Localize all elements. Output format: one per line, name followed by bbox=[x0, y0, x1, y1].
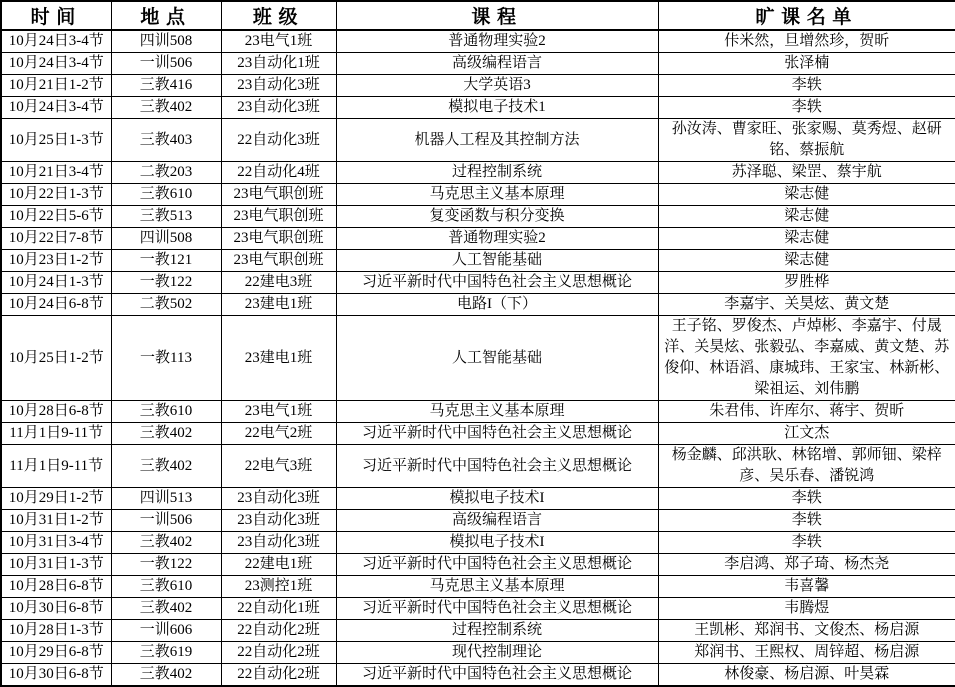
table-row bbox=[1, 119, 955, 162]
table-row bbox=[1, 75, 955, 97]
cell-location: 三教610 bbox=[111, 401, 221, 423]
cell-location: 一教113 bbox=[111, 316, 221, 401]
cell-time: 10月31日3-4节 bbox=[1, 532, 111, 554]
cell-location: 一教122 bbox=[111, 554, 221, 576]
col-header-course: 课程 bbox=[336, 1, 658, 30]
cell-class: 23自动化3班 bbox=[221, 97, 336, 119]
table-row bbox=[1, 620, 955, 642]
cell-time: 10月22日1-3节 bbox=[1, 184, 111, 206]
cell-time: 10月21日1-2节 bbox=[1, 75, 111, 97]
table-row bbox=[1, 97, 955, 119]
cell-location: 三教402 bbox=[111, 532, 221, 554]
cell-class: 23电气职创班 bbox=[221, 206, 336, 228]
cell-time: 10月28日6-8节 bbox=[1, 401, 111, 423]
cell-time: 10月25日1-3节 bbox=[1, 119, 111, 162]
table-row bbox=[1, 642, 955, 664]
cell-course: 模拟电子技术I bbox=[336, 488, 658, 510]
cell-course: 电路I（下） bbox=[336, 294, 658, 316]
cell-absent: 李轶 bbox=[658, 97, 955, 119]
col-header-class: 班级 bbox=[221, 1, 336, 30]
table-row bbox=[1, 272, 955, 294]
cell-class: 22建电3班 bbox=[221, 272, 336, 294]
table-row bbox=[1, 576, 955, 598]
cell-course: 习近平新时代中国特色社会主义思想概论 bbox=[336, 272, 658, 294]
cell-course: 大学英语3 bbox=[336, 75, 658, 97]
cell-class: 23建电1班 bbox=[221, 316, 336, 401]
cell-time: 10月24日3-4节 bbox=[1, 97, 111, 119]
cell-absent: 佧米然，旦增然珍，贺昕 bbox=[658, 30, 955, 53]
cell-absent: 李启鸿、郑子琦、杨杰尧 bbox=[658, 554, 955, 576]
cell-location: 一训606 bbox=[111, 620, 221, 642]
cell-absent: 王子铭、罗俊杰、卢焯彬、李嘉宇、付晟洋、关昊炫、张毅弘、李嘉威、黄文楚、苏俊仰、林语滔、康城玮、王家宝、林新彬、梁祖运、刘伟鹏 bbox=[658, 316, 955, 401]
cell-time: 11月1日9-11节 bbox=[1, 445, 111, 488]
cell-course: 习近平新时代中国特色社会主义思想概论 bbox=[336, 598, 658, 620]
cell-class: 22自动化2班 bbox=[221, 620, 336, 642]
col-header-time: 时间 bbox=[1, 1, 111, 30]
cell-location: 三教619 bbox=[111, 642, 221, 664]
table-row bbox=[1, 316, 955, 401]
table-row bbox=[1, 423, 955, 445]
cell-time: 10月30日6-8节 bbox=[1, 664, 111, 687]
table-row bbox=[1, 30, 955, 53]
cell-time: 10月22日5-6节 bbox=[1, 206, 111, 228]
cell-class: 22自动化2班 bbox=[221, 642, 336, 664]
table-row bbox=[1, 53, 955, 75]
cell-course: 复变函数与积分变换 bbox=[336, 206, 658, 228]
cell-course: 模拟电子技术I bbox=[336, 532, 658, 554]
cell-course: 习近平新时代中国特色社会主义思想概论 bbox=[336, 423, 658, 445]
cell-course: 马克思主义基本原理 bbox=[336, 401, 658, 423]
cell-absent: 杨金麟、邱洪耿、林铭增、郭师钿、梁梓彦、吴乐春、潘锐鸿 bbox=[658, 445, 955, 488]
cell-absent: 孙汝涛、曹家旺、张家赐、莫秀煜、赵研铭、蔡振航 bbox=[658, 119, 955, 162]
cell-absent: 张泽楠 bbox=[658, 53, 955, 75]
cell-class: 23自动化3班 bbox=[221, 532, 336, 554]
cell-location: 一教122 bbox=[111, 272, 221, 294]
cell-time: 10月25日1-2节 bbox=[1, 316, 111, 401]
cell-location: 一训506 bbox=[111, 510, 221, 532]
cell-location: 三教403 bbox=[111, 119, 221, 162]
cell-time: 10月24日1-3节 bbox=[1, 272, 111, 294]
cell-class: 22自动化3班 bbox=[221, 119, 336, 162]
cell-absent: 梁志健 bbox=[658, 250, 955, 272]
cell-course: 马克思主义基本原理 bbox=[336, 576, 658, 598]
cell-absent: 韦喜馨 bbox=[658, 576, 955, 598]
cell-class: 23测控1班 bbox=[221, 576, 336, 598]
cell-class: 23自动化3班 bbox=[221, 510, 336, 532]
cell-class: 22自动化1班 bbox=[221, 598, 336, 620]
cell-absent: 苏泽聪、梁罡、蔡宇航 bbox=[658, 162, 955, 184]
cell-course: 人工智能基础 bbox=[336, 316, 658, 401]
table-row bbox=[1, 162, 955, 184]
cell-location: 四训513 bbox=[111, 488, 221, 510]
cell-absent: 李轶 bbox=[658, 488, 955, 510]
cell-absent: 梁志健 bbox=[658, 228, 955, 250]
cell-class: 23自动化3班 bbox=[221, 75, 336, 97]
cell-time: 10月22日7-8节 bbox=[1, 228, 111, 250]
cell-time: 10月24日6-8节 bbox=[1, 294, 111, 316]
col-header-location: 地点 bbox=[111, 1, 221, 30]
table-row bbox=[1, 598, 955, 620]
cell-time: 11月1日9-11节 bbox=[1, 423, 111, 445]
cell-class: 22自动化2班 bbox=[221, 664, 336, 687]
table-row bbox=[1, 250, 955, 272]
cell-location: 四训508 bbox=[111, 228, 221, 250]
cell-absent: 江文杰 bbox=[658, 423, 955, 445]
cell-time: 10月30日6-8节 bbox=[1, 598, 111, 620]
cell-location: 一教121 bbox=[111, 250, 221, 272]
cell-location: 三教402 bbox=[111, 97, 221, 119]
table-row bbox=[1, 294, 955, 316]
cell-absent: 王凯彬、郑润书、文俊杰、杨启源 bbox=[658, 620, 955, 642]
cell-course: 人工智能基础 bbox=[336, 250, 658, 272]
col-header-absent-list: 旷课名单 bbox=[658, 1, 955, 30]
cell-class: 23电气1班 bbox=[221, 30, 336, 53]
cell-course: 现代控制理论 bbox=[336, 642, 658, 664]
cell-absent: 罗胜桦 bbox=[658, 272, 955, 294]
cell-class: 22电气3班 bbox=[221, 445, 336, 488]
cell-course: 机器人工程及其控制方法 bbox=[336, 119, 658, 162]
cell-class: 23建电1班 bbox=[221, 294, 336, 316]
cell-time: 10月29日6-8节 bbox=[1, 642, 111, 664]
cell-class: 23电气职创班 bbox=[221, 250, 336, 272]
cell-class: 23电气1班 bbox=[221, 401, 336, 423]
cell-location: 三教402 bbox=[111, 445, 221, 488]
cell-absent: 韦腾煜 bbox=[658, 598, 955, 620]
cell-absent: 林俊豪、杨启源、叶昊霖 bbox=[658, 664, 955, 687]
table-row bbox=[1, 664, 955, 687]
cell-location: 一训506 bbox=[111, 53, 221, 75]
cell-course: 普通物理实验2 bbox=[336, 228, 658, 250]
table-row bbox=[1, 554, 955, 576]
table-row bbox=[1, 488, 955, 510]
cell-class: 23自动化3班 bbox=[221, 488, 336, 510]
cell-course: 习近平新时代中国特色社会主义思想概论 bbox=[336, 445, 658, 488]
cell-time: 10月21日3-4节 bbox=[1, 162, 111, 184]
cell-location: 三教610 bbox=[111, 576, 221, 598]
cell-course: 过程控制系统 bbox=[336, 620, 658, 642]
table-row bbox=[1, 184, 955, 206]
cell-time: 10月29日1-2节 bbox=[1, 488, 111, 510]
cell-time: 10月24日3-4节 bbox=[1, 30, 111, 53]
table-row bbox=[1, 532, 955, 554]
cell-course: 模拟电子技术1 bbox=[336, 97, 658, 119]
cell-location: 三教513 bbox=[111, 206, 221, 228]
cell-location: 四训508 bbox=[111, 30, 221, 53]
cell-location: 三教402 bbox=[111, 423, 221, 445]
cell-absent: 梁志健 bbox=[658, 184, 955, 206]
cell-time: 10月31日1-3节 bbox=[1, 554, 111, 576]
cell-location: 三教416 bbox=[111, 75, 221, 97]
cell-course: 习近平新时代中国特色社会主义思想概论 bbox=[336, 664, 658, 687]
cell-course: 高级编程语言 bbox=[336, 53, 658, 75]
cell-time: 10月31日1-2节 bbox=[1, 510, 111, 532]
table-row bbox=[1, 206, 955, 228]
table-header bbox=[1, 1, 955, 30]
table-row bbox=[1, 228, 955, 250]
table-row bbox=[1, 510, 955, 532]
cell-absent: 李轶 bbox=[658, 532, 955, 554]
table-body bbox=[1, 30, 955, 686]
table-row bbox=[1, 401, 955, 423]
cell-absent: 梁志健 bbox=[658, 206, 955, 228]
cell-time: 10月28日1-3节 bbox=[1, 620, 111, 642]
cell-location: 三教610 bbox=[111, 184, 221, 206]
cell-absent: 朱君伟、许库尔、蒋宇、贺昕 bbox=[658, 401, 955, 423]
cell-class: 22电气2班 bbox=[221, 423, 336, 445]
cell-location: 三教402 bbox=[111, 598, 221, 620]
cell-time: 10月23日1-2节 bbox=[1, 250, 111, 272]
cell-location: 三教402 bbox=[111, 664, 221, 687]
cell-absent: 郑润书、王熙权、周锌超、杨启源 bbox=[658, 642, 955, 664]
cell-absent: 李轶 bbox=[658, 510, 955, 532]
cell-absent: 李嘉宇、关昊炫、黄文楚 bbox=[658, 294, 955, 316]
cell-class: 22自动化4班 bbox=[221, 162, 336, 184]
cell-location: 二教203 bbox=[111, 162, 221, 184]
cell-course: 马克思主义基本原理 bbox=[336, 184, 658, 206]
cell-course: 习近平新时代中国特色社会主义思想概论 bbox=[336, 554, 658, 576]
table-row bbox=[1, 445, 955, 488]
cell-class: 22建电1班 bbox=[221, 554, 336, 576]
cell-course: 普通物理实验2 bbox=[336, 30, 658, 53]
cell-class: 23电气职创班 bbox=[221, 228, 336, 250]
cell-location: 二教502 bbox=[111, 294, 221, 316]
cell-time: 10月24日3-4节 bbox=[1, 53, 111, 75]
cell-class: 23电气职创班 bbox=[221, 184, 336, 206]
cell-time: 10月28日6-8节 bbox=[1, 576, 111, 598]
cell-course: 过程控制系统 bbox=[336, 162, 658, 184]
cell-course: 高级编程语言 bbox=[336, 510, 658, 532]
cell-absent: 李轶 bbox=[658, 75, 955, 97]
header-row bbox=[1, 1, 955, 30]
cell-class: 23自动化1班 bbox=[221, 53, 336, 75]
